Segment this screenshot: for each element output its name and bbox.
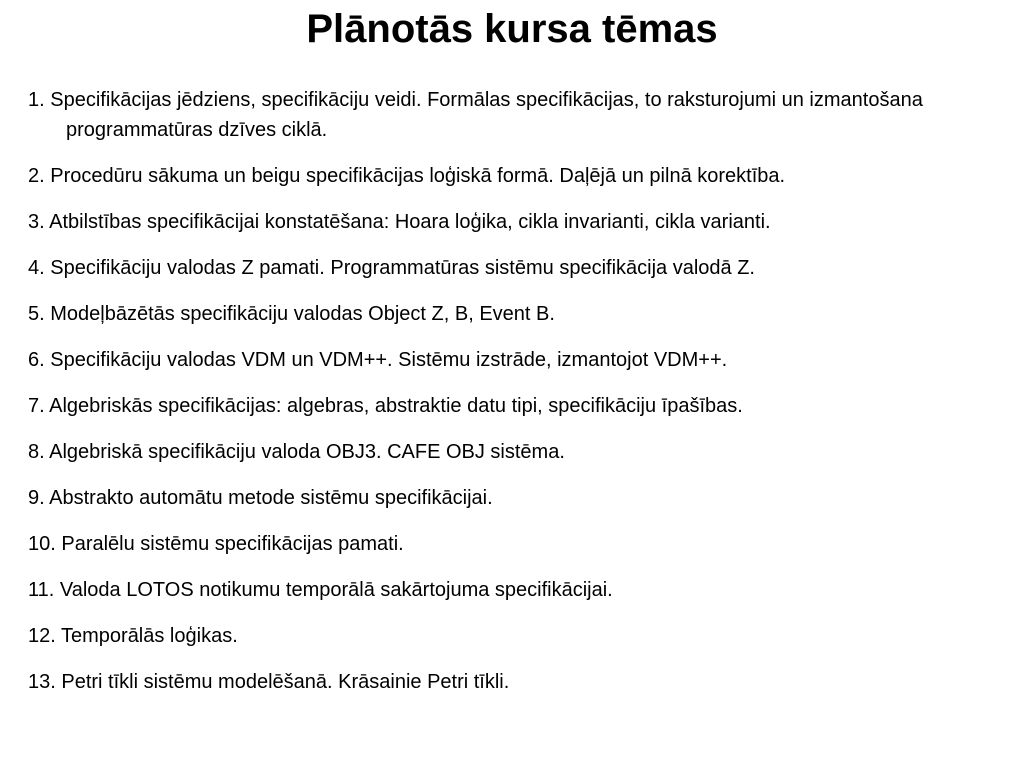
topic-item-6: 6. Specifikāciju valodas VDM un VDM++. Sistēmu izstrāde, izmantojot VDM++. [28, 349, 728, 371]
topic-item-1: 1. Specifikācijas jēdziens, specifikāciju veidi. Formālas specifikācijas, to raksturojumi un izmantošana programmatūras dzīves ciklā. [28, 89, 923, 141]
topic-item-4: 4. Specifikāciju valodas Z pamati. Programmatūras sistēmu specifikācija valodā Z. [28, 257, 755, 279]
topic-item-12: 12. Temporālās loģikas. [28, 625, 238, 647]
topic-item-13: 13. Petri tīkli sistēmu modelēšanā. Krāsainie Petri tīkli. [28, 671, 510, 693]
slide-title: Plānotās kursa tēmas [306, 7, 718, 51]
topic-item-10: 10. Paralēlu sistēmu specifikācijas pamati. [28, 533, 404, 555]
topic-item-5: 5. Modeļbāzētās specifikāciju valodas Object Z, B, Event B. [28, 303, 555, 325]
topic-list [28, 85, 1008, 713]
topic-item-8: 8. Algebriskā specifikāciju valoda OBJ3. CAFE OBJ sistēma. [28, 441, 565, 463]
topic-item-2: 2. Procedūru sākuma un beigu specifikācijas loģiskā formā. Daļējā un pilnā korektība. [28, 165, 786, 187]
topic-item-7: 7. Algebriskās specifikācijas: algebras, abstraktie datu tipi, specifikāciju īpašības. [28, 395, 743, 417]
topic-item-11: 11. Valoda LOTOS notikumu temporālā sakārtojuma specifikācijai. [28, 579, 613, 601]
topic-item-9: 9. Abstrakto automātu metode sistēmu specifikācijai. [28, 487, 493, 509]
topic-item-3: 3. Atbilstības specifikācijai konstatēšana: Hoara loģika, cikla invarianti, cikla varianti. [28, 211, 771, 233]
